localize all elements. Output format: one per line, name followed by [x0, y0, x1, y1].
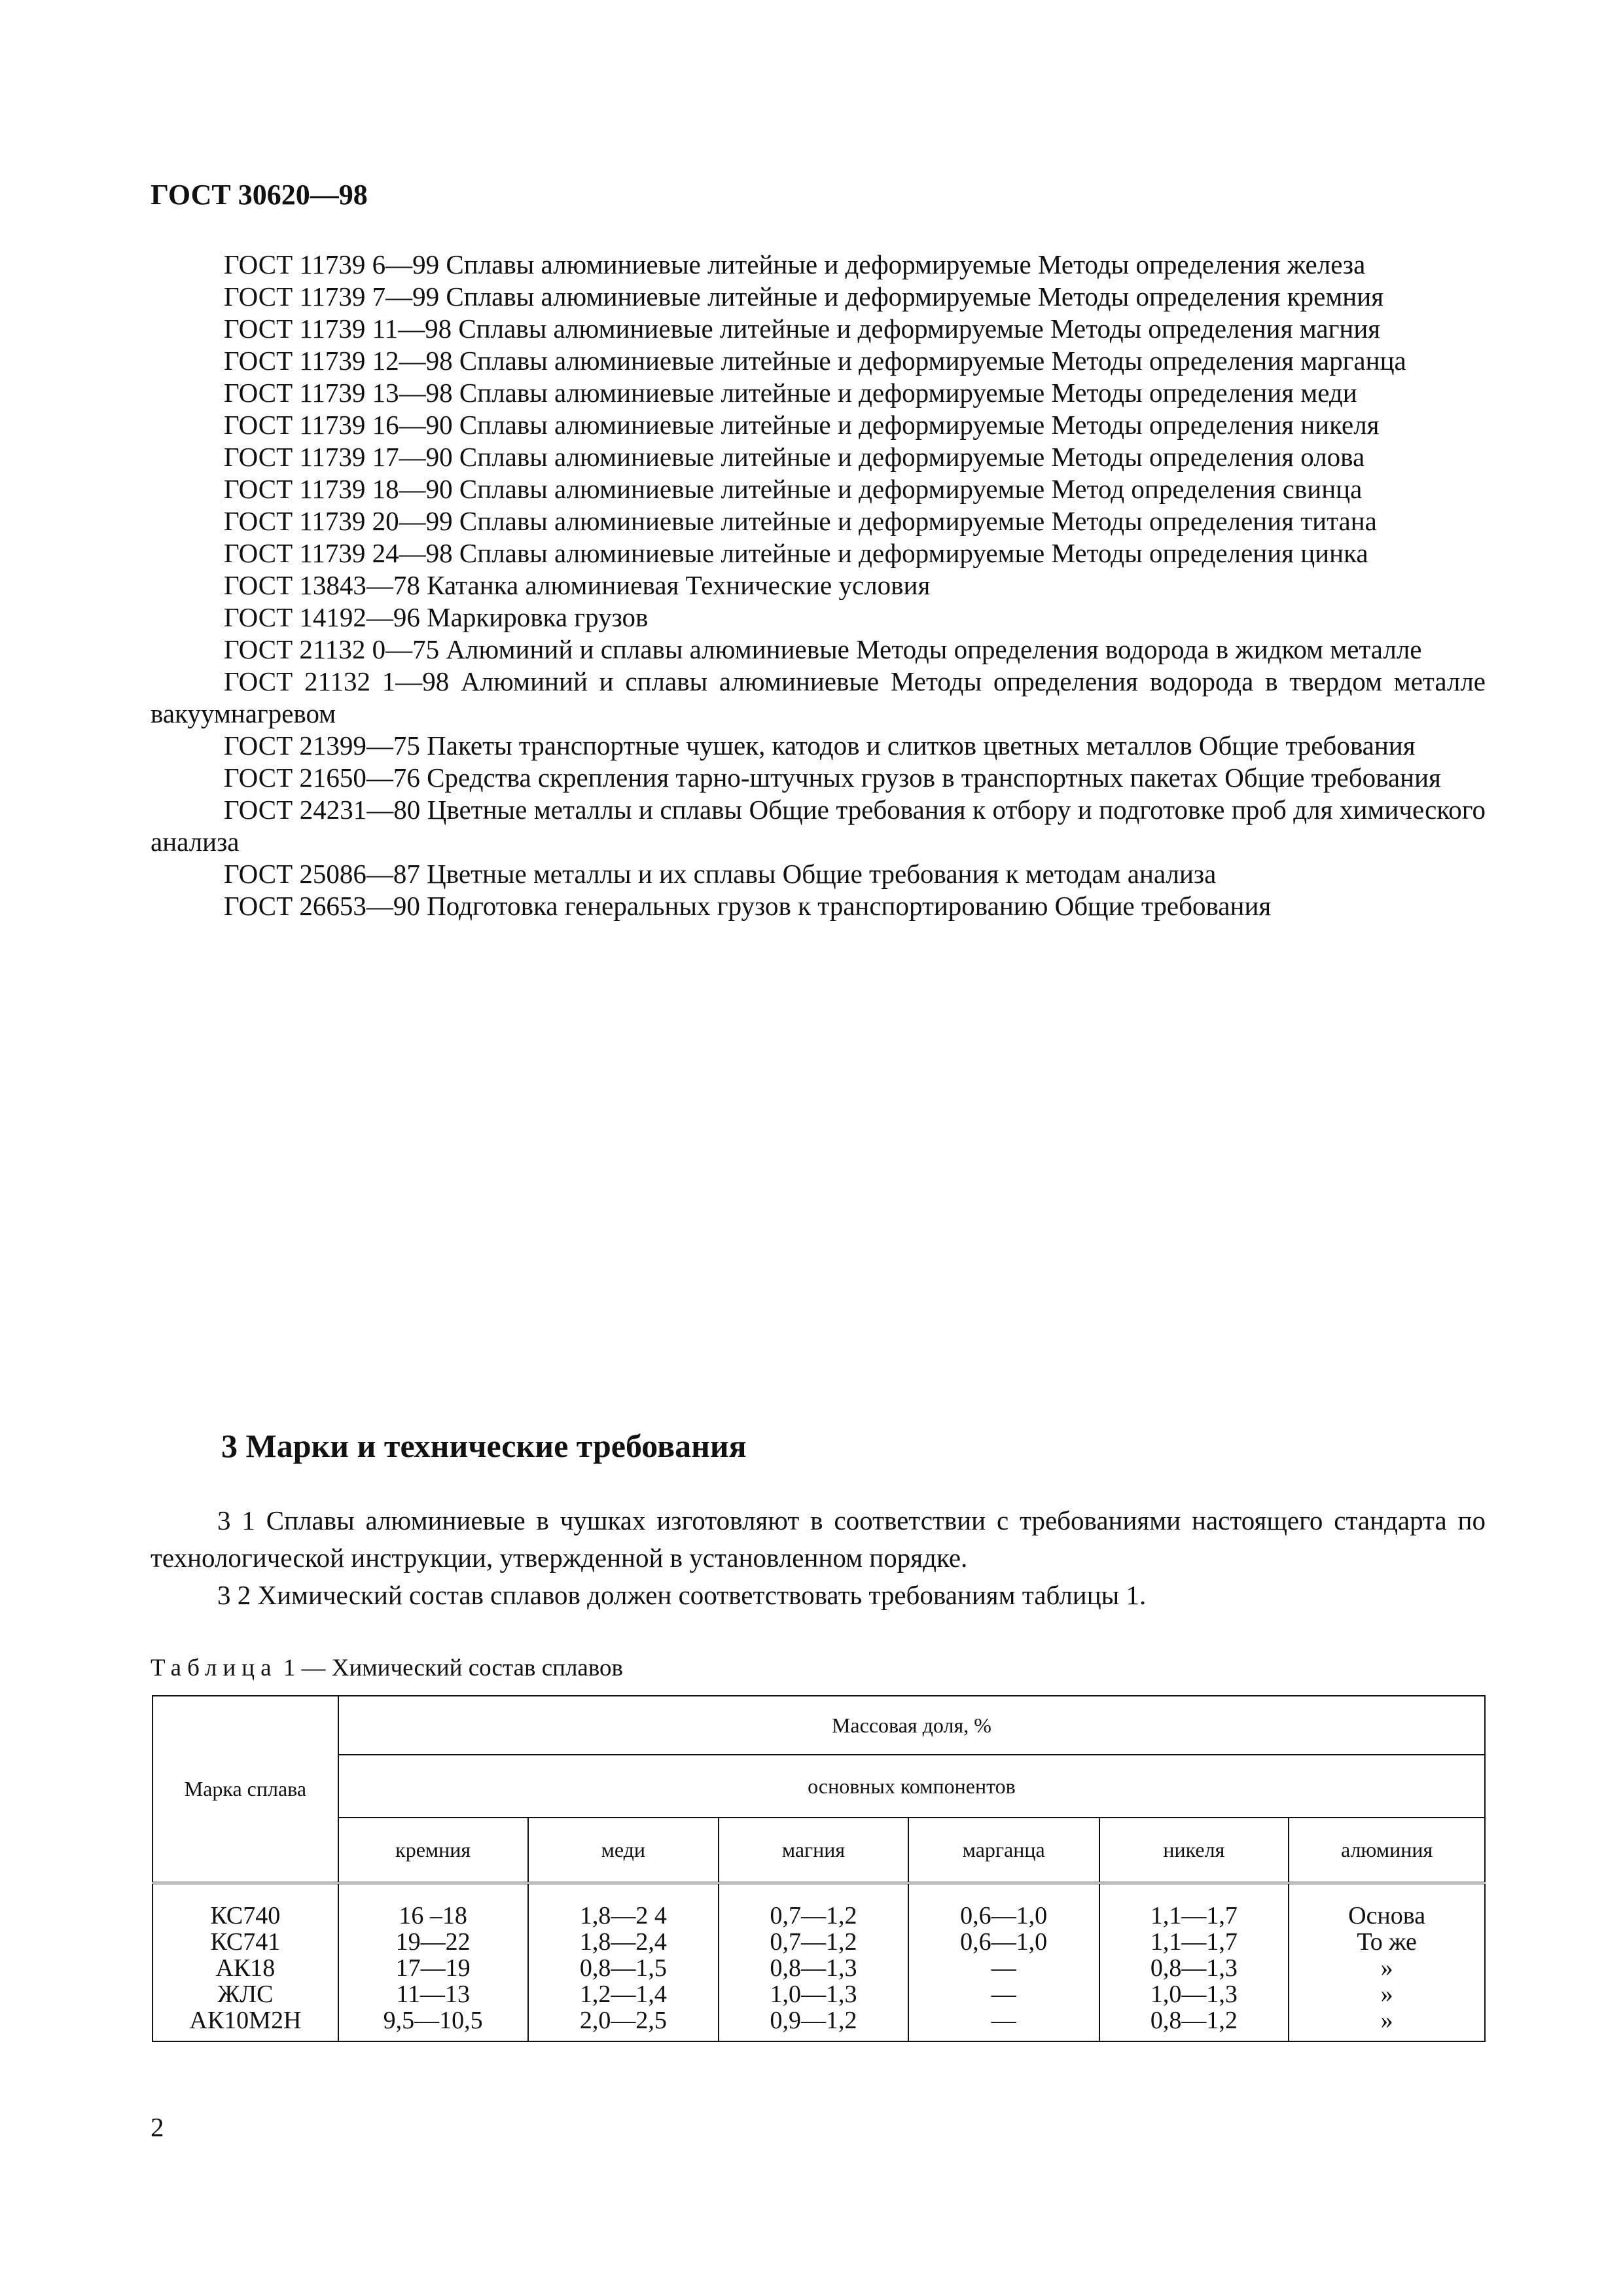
grade-cell: [152, 1883, 338, 2041]
nickel-cell: [1099, 1883, 1289, 2041]
chemical-composition-table: [152, 1695, 1486, 2042]
header-grade: Марка сплава: [152, 1696, 338, 1883]
nickel-value: 1,1—1,7: [1150, 1902, 1238, 1929]
section-title: 3 Марки и технические требования: [221, 1427, 747, 1464]
magnesium-cell: [719, 1883, 908, 2041]
column-header-magnesium: магния: [719, 1818, 908, 1883]
silicon-value: 11—13: [396, 1981, 470, 2008]
grade-value: КС740: [210, 1902, 281, 1929]
reference-item: ГОСТ 21132 0—75 Алюминий и сплавы алюминиевые Методы определения водорода в жидком металле: [224, 634, 1422, 664]
normative-references-list: [151, 249, 1486, 922]
nickel-value: 1,0—1,3: [1150, 1981, 1238, 2008]
silicon-value: 9,5—10,5: [383, 2007, 483, 2034]
magnesium-value: 0,7—1,2: [770, 1902, 857, 1929]
grade-value: КС741: [210, 1928, 281, 1956]
magnesium-value: 0,8—1,3: [770, 1954, 857, 1982]
aluminium-value: »: [1380, 1954, 1393, 1982]
copper-value: 2,0—2,5: [579, 2007, 667, 2034]
table-caption-text: 1 — Химический состав сплавов: [277, 1655, 624, 1681]
copper-value: 1,8—2,4: [579, 1928, 667, 1956]
reference-item: ГОСТ 11739 20—99 Сплавы алюминиевые литейные и деформируемые Методы определения титана: [224, 506, 1377, 536]
reference-item: ГОСТ 11739 11—98 Сплавы алюминиевые литейные и деформируемые Методы определения магния: [224, 314, 1381, 344]
silicon-cell: [338, 1883, 528, 2041]
aluminium-cell: [1289, 1883, 1485, 2041]
header-mass-fraction: Массовая доля, %: [338, 1696, 1485, 1755]
nickel-value: 0,8—1,3: [1150, 1954, 1238, 1982]
manganese-value: —: [991, 2007, 1016, 2034]
copper-value: 1,8—2 4: [579, 1902, 667, 1929]
magnesium-value: 0,7—1,2: [770, 1928, 857, 1956]
silicon-value: 19—22: [395, 1928, 471, 1956]
reference-item: ГОСТ 14192—96 Маркировка грузов: [224, 602, 649, 632]
nickel-value: 0,8—1,2: [1150, 2007, 1238, 2034]
magnesium-value: 0,9—1,2: [770, 2007, 857, 2034]
reference-item: ГОСТ 21650—76 Средства скрепления тарно-штучных грузов в транспортных пакетах Общие требования: [224, 762, 1441, 793]
reference-item: ГОСТ 21399—75 Пакеты транспортные чушек, катодов и слитков цветных металлов Общие требования: [224, 730, 1416, 761]
nickel-value: 1,1—1,7: [1150, 1928, 1238, 1956]
reference-item: ГОСТ 26653—90 Подготовка генеральных грузов к транспортированию Общие требования: [224, 891, 1272, 921]
reference-item: ГОСТ 11739 24—98 Сплавы алюминиевые литейные и деформируемые Методы определения цинка: [224, 538, 1368, 568]
silicon-value: 17—19: [395, 1954, 471, 1982]
reference-item: ГОСТ 11739 16—90 Сплавы алюминиевые литейные и деформируемые Методы определения никеля: [224, 410, 1380, 440]
column-header-copper: меди: [528, 1818, 719, 1883]
page-number: 2: [151, 2112, 164, 2142]
column-header-nickel: никеля: [1099, 1818, 1289, 1883]
column-header-silicon: кремния: [338, 1818, 528, 1883]
reference-item: ГОСТ 11739 6—99 Сплавы алюминиевые литейные и деформируемые Методы определения железа: [224, 249, 1366, 279]
manganese-value: —: [991, 1954, 1016, 1982]
reference-item: ГОСТ 13843—78 Катанка алюминиевая Технические условия: [224, 570, 931, 600]
document-code: ГОСТ 30620—98: [151, 179, 368, 211]
manganese-value: 0,6—1,0: [960, 1928, 1048, 1956]
magnesium-value: 1,0—1,3: [770, 1981, 857, 2008]
copper-cell: [528, 1883, 719, 2041]
manganese-value: —: [991, 1981, 1016, 2008]
column-header-manganese: марганца: [908, 1818, 1099, 1883]
reference-item: ГОСТ 11739 17—90 Сплавы алюминиевые литейные и деформируемые Методы определения олова: [224, 442, 1365, 472]
table-caption: [151, 1654, 623, 1682]
aluminium-value: Основа: [1348, 1902, 1426, 1929]
aluminium-value: »: [1380, 1981, 1393, 2008]
table-caption-label: Таблица: [151, 1655, 277, 1681]
header-main-components: основных компонентов: [338, 1755, 1485, 1818]
aluminium-value: То же: [1357, 1928, 1417, 1956]
reference-item: ГОСТ 11739 13—98 Сплавы алюминиевые литейные и деформируемые Методы определения меди: [224, 378, 1357, 408]
aluminium-value: »: [1380, 2007, 1393, 2034]
paragraph-3-2: 3 2 Химический состав сплавов должен соответствовать требованиям таблицы 1.: [217, 1580, 1147, 1610]
reference-item: ГОСТ 25086—87 Цветные металлы и их сплавы Общие требования к методам анализа: [224, 859, 1217, 889]
reference-item: ГОСТ 11739 12—98 Сплавы алюминиевые литейные и деформируемые Методы определения марганца: [224, 346, 1406, 376]
paragraph-3-1: 3 1 Сплавы алюминиевые в чушках изготовляют в соответствии с требованиями настоящего стандарта по технологической инструкции, утвержденной в установленном порядке.: [151, 1505, 1486, 1573]
grade-value: АК10М2Н: [189, 2007, 302, 2034]
manganese-cell: [908, 1883, 1099, 2041]
reference-item: ГОСТ 11739 7—99 Сплавы алюминиевые литейные и деформируемые Методы определения кремния: [224, 281, 1384, 312]
silicon-value: 16 –18: [399, 1902, 467, 1929]
column-header-aluminium: алюминия: [1289, 1818, 1485, 1883]
reference-item: ГОСТ 24231—80 Цветные металлы и сплавы Общие требования к отбору и подготовке проб для химического анализа: [151, 795, 1486, 857]
copper-value: 1,2—1,4: [579, 1981, 667, 2008]
section-body: [151, 1502, 1486, 1614]
manganese-value: 0,6—1,0: [960, 1902, 1048, 1929]
grade-value: АК18: [215, 1954, 276, 1982]
grade-value: ЖЛС: [217, 1981, 274, 2008]
reference-item: ГОСТ 11739 18—90 Сплавы алюминиевые литейные и деформируемые Метод определения свинца: [224, 474, 1363, 504]
copper-value: 0,8—1,5: [579, 1954, 667, 1982]
reference-item: ГОСТ 21132 1—98 Алюминий и сплавы алюминиевые Методы определения водорода в твердом металле вакуумнагревом: [151, 666, 1486, 728]
table-data-row: [152, 1883, 1485, 2041]
